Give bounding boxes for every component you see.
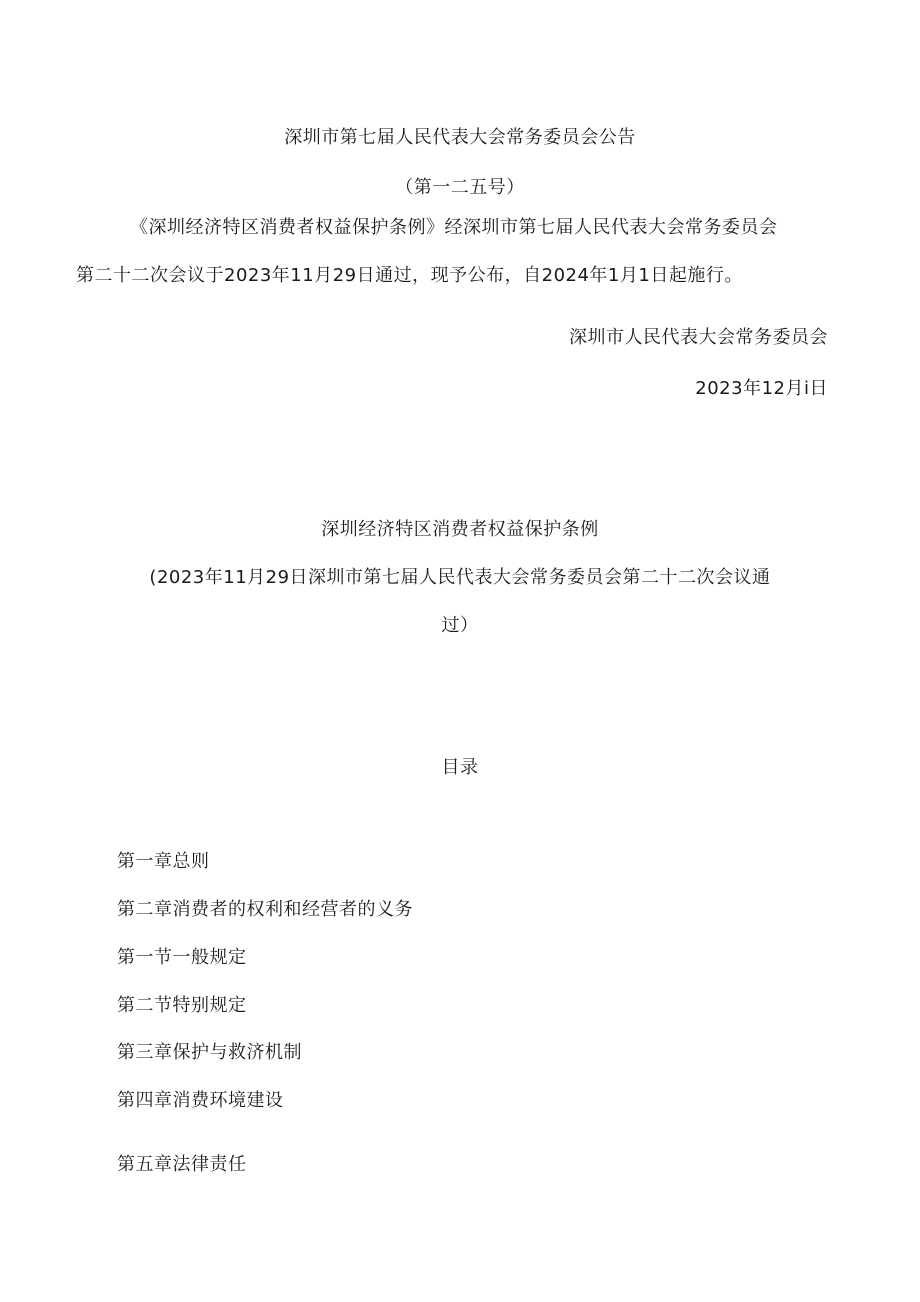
toc-item: 第四章消费环境建设 [117, 1090, 284, 1111]
toc-heading: 目录 [441, 757, 479, 778]
regulation-adoption-line-1: (2023年11月29日深圳市第七届人民代表大会常务委员会第二十二次会议通 [149, 567, 771, 588]
regulation-title: 深圳经济特区消费者权益保护条例 [321, 519, 599, 540]
announcement-body-line-1: 《深圳经济特区消费者权益保护条例》经深圳市第七届人民代表大会常务委员会 [130, 217, 778, 238]
announcement-body-line-2: 第二十二次会议于2023年11月29日通过，现予公布，自2024年1月1日起施行。 [76, 265, 743, 286]
toc-item: 第一章总则 [117, 851, 210, 872]
toc-item: 第二节特别规定 [117, 995, 247, 1016]
announcement-number: （第一二五号） [395, 177, 525, 198]
announcement-title: 深圳市第七届人民代表大会常务委员会公告 [284, 127, 636, 148]
toc-item: 第一节一般规定 [117, 947, 247, 968]
toc-item: 第三章保护与救济机制 [117, 1042, 302, 1063]
announcement-signatory: 深圳市人民代表大会常务委员会 [569, 327, 828, 348]
toc-item: 第五章法律责任 [117, 1154, 247, 1175]
announcement-date: 2023年12月i日 [695, 378, 828, 399]
toc-item: 第二章消费者的权利和经营者的义务 [117, 899, 413, 920]
regulation-adoption-line-2: 过） [441, 615, 479, 636]
